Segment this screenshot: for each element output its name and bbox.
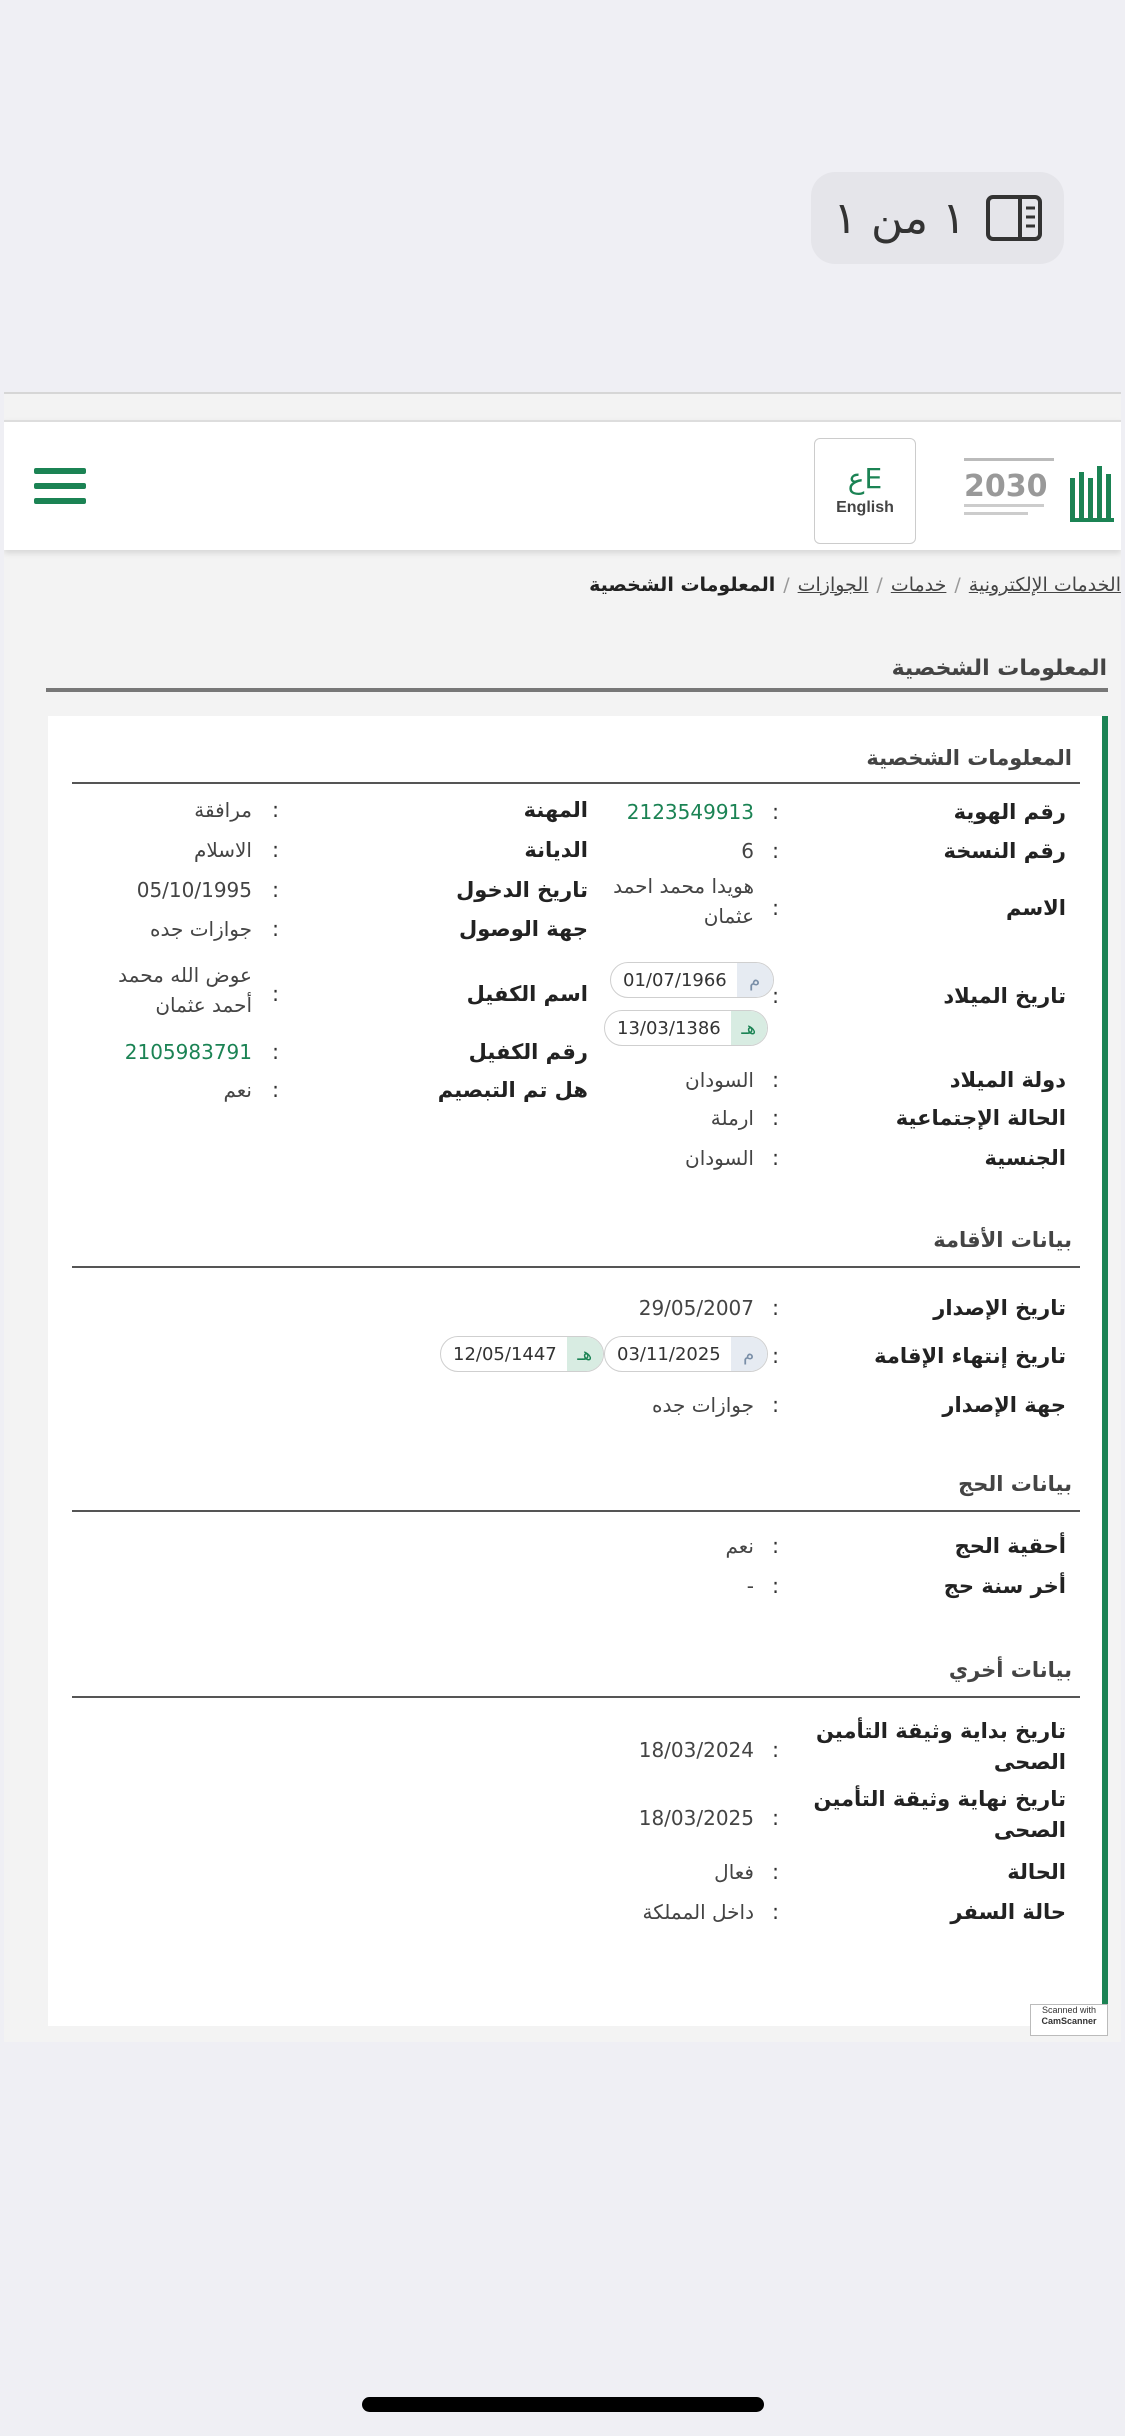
breadcrumb-eservices[interactable]: الخدمات الإلكترونية <box>968 574 1121 596</box>
section-divider <box>72 782 1080 784</box>
section-title-personal: المعلومات الشخصية <box>866 746 1072 770</box>
marital-status-value: ارملة <box>710 1106 754 1130</box>
status-label: الحالة <box>1007 1860 1066 1884</box>
birth-country-label: دولة الميلاد <box>949 1068 1066 1092</box>
page-title: المعلومات الشخصية <box>891 656 1107 681</box>
entry-date-label: تاريخ الدخول <box>456 878 588 902</box>
insurance-end-value: 18/03/2025 <box>638 1806 754 1830</box>
issue-date-value: 29/05/2007 <box>638 1296 754 1320</box>
copy-label: رقم النسخة <box>943 839 1066 863</box>
home-indicator[interactable] <box>362 2397 764 2412</box>
issuer-value: جوازات جده <box>652 1393 754 1417</box>
page-indicator[interactable] <box>811 172 1064 264</box>
info-card: المعلومات الشخصية رقم الهوية : 2123549913 رقم النسخة : 6 الاسم : هويدا محمد احمد عثمان تاريخ الميلاد : 01/07/1966 م 13/03/1386 هـ دولة الميلاد : السودان الحالة الإجتماعية : ارملة الجنسية : السودان المهنة : مرافقة الديانة : الاسلام تاريخ الدخول : 05/10/1995 جهة الوصول : جوازات جده اسم الكفيل : عوض الله محمد أحمد عثمان رقم الكفيل : 2105983791 هل تم التبصيم : نعم بيانات الأقامة تاريخ الإصدار : 29/05/2007 تاريخ إنتهاء الإقامة : 03/11/2025 م 12/05/1447 هـ جهة الإصدار : جوازات جده بيانات الحج أحقية الحج : نعم أخر سنة حج : - بيانات أخري تاريخ بداية وثيقة التأمين الصحى : 18/03/2024 تاريخ نهاية وثيقة التأمين الصحى : 18/03/2025 الحالة : فعال حالة السفر : داخل المملكة <box>48 716 1108 2026</box>
title-divider <box>46 688 1108 692</box>
language-icon: عE <box>847 462 883 495</box>
issuer-label: جهة الإصدار <box>942 1393 1066 1417</box>
document-pages-icon <box>986 195 1042 241</box>
entry-date-value: 05/10/1995 <box>136 878 252 902</box>
page-count: ١ من ١ <box>833 192 966 244</box>
travel-status-value: داخل المملكة <box>642 1900 754 1924</box>
section-title-other: بيانات أخري <box>948 1658 1072 1682</box>
nationality-label: الجنسية <box>984 1146 1066 1170</box>
section-divider <box>72 1266 1080 1268</box>
occupation-label: المهنة <box>523 798 588 822</box>
hamburger-menu-icon[interactable] <box>34 466 86 506</box>
hijri-tag: هـ <box>731 1011 767 1045</box>
absher-logo-icon <box>1070 466 1114 522</box>
breadcrumb: الخدمات الإلكترونية/خدمات/الجوازات/المعلومات الشخصية <box>589 574 1121 596</box>
name-label: الاسم <box>1006 896 1066 920</box>
gregorian-tag: م <box>737 963 773 997</box>
status-value: فعال <box>714 1860 754 1884</box>
name-value: هويدا محمد احمد عثمان <box>613 874 754 928</box>
travel-status-label: حالة السفر <box>950 1900 1066 1924</box>
hajj-eligibility-value: نعم <box>725 1534 754 1558</box>
sponsor-name-label: اسم الكفيل <box>466 982 588 1006</box>
nationality-value: السودان <box>685 1146 754 1170</box>
site-header <box>4 420 1121 550</box>
hijri-tag: هـ <box>567 1337 603 1371</box>
insurance-end-label: تاريخ نهاية وثيقة التأمين الصحى <box>813 1787 1066 1842</box>
insurance-start-label: تاريخ بداية وثيقة التأمين الصحى <box>815 1719 1066 1774</box>
birth-country-value: السودان <box>685 1068 754 1092</box>
arrival-point-label: جهة الوصول <box>459 917 588 941</box>
sponsor-number-value: 2105983791 <box>124 1040 252 1064</box>
birth-date-label: تاريخ الميلاد <box>943 984 1066 1008</box>
religion-label: الديانة <box>524 838 588 862</box>
scanned-document <box>4 392 1121 2042</box>
section-divider <box>72 1510 1080 1512</box>
gregorian-tag: م <box>731 1337 767 1371</box>
last-hajj-label: أخر سنة حج <box>943 1574 1066 1598</box>
issue-date-label: تاريخ الإصدار <box>933 1296 1066 1320</box>
language-label: English <box>836 499 894 516</box>
sponsor-name-value: عوض الله محمد أحمد عثمان <box>118 963 252 1017</box>
religion-value: الاسلام <box>193 838 252 862</box>
language-toggle-button[interactable] <box>814 438 916 544</box>
breadcrumb-current: المعلومات الشخصية <box>589 574 776 596</box>
sponsor-number-label: رقم الكفيل <box>468 1040 588 1064</box>
breadcrumb-services[interactable]: خدمات <box>890 574 947 596</box>
breadcrumb-passports[interactable]: الجوازات <box>797 574 869 596</box>
copy-value: 6 <box>741 839 754 863</box>
insurance-start-value: 18/03/2024 <box>638 1738 754 1762</box>
residency-expiry-hijri: 12/05/1447 هـ <box>440 1336 604 1372</box>
fingerprint-value: نعم <box>223 1078 252 1102</box>
fingerprint-label: هل تم التبصيم <box>437 1078 588 1102</box>
birth-date-gregorian: 01/07/1966 م <box>610 962 774 998</box>
id-value: 2123549913 <box>626 800 754 824</box>
section-divider <box>72 1696 1080 1698</box>
birth-date-hijri: 13/03/1386 هـ <box>604 1010 768 1046</box>
section-title-hajj: بيانات الحج <box>958 1472 1072 1496</box>
camscanner-watermark: Scanned with CamScanner <box>1030 2004 1108 2036</box>
absher-vision-logo <box>962 452 1117 524</box>
hajj-eligibility-label: أحقية الحج <box>954 1534 1066 1558</box>
last-hajj-value: - <box>746 1574 754 1598</box>
id-label: رقم الهوية <box>953 800 1066 824</box>
marital-status-label: الحالة الإجتماعية <box>895 1106 1066 1130</box>
section-title-residency: بيانات الأقامة <box>933 1228 1072 1252</box>
occupation-value: مرافقة <box>194 798 252 822</box>
arrival-point-value: جوازات جده <box>150 917 252 941</box>
residency-expiry-label: تاريخ إنتهاء الإقامة <box>874 1344 1066 1368</box>
vision-2030-logo-icon <box>964 458 1054 515</box>
svg-text:2030: 2030 <box>964 469 1048 504</box>
residency-expiry-gregorian: 03/11/2025 م <box>604 1336 768 1372</box>
